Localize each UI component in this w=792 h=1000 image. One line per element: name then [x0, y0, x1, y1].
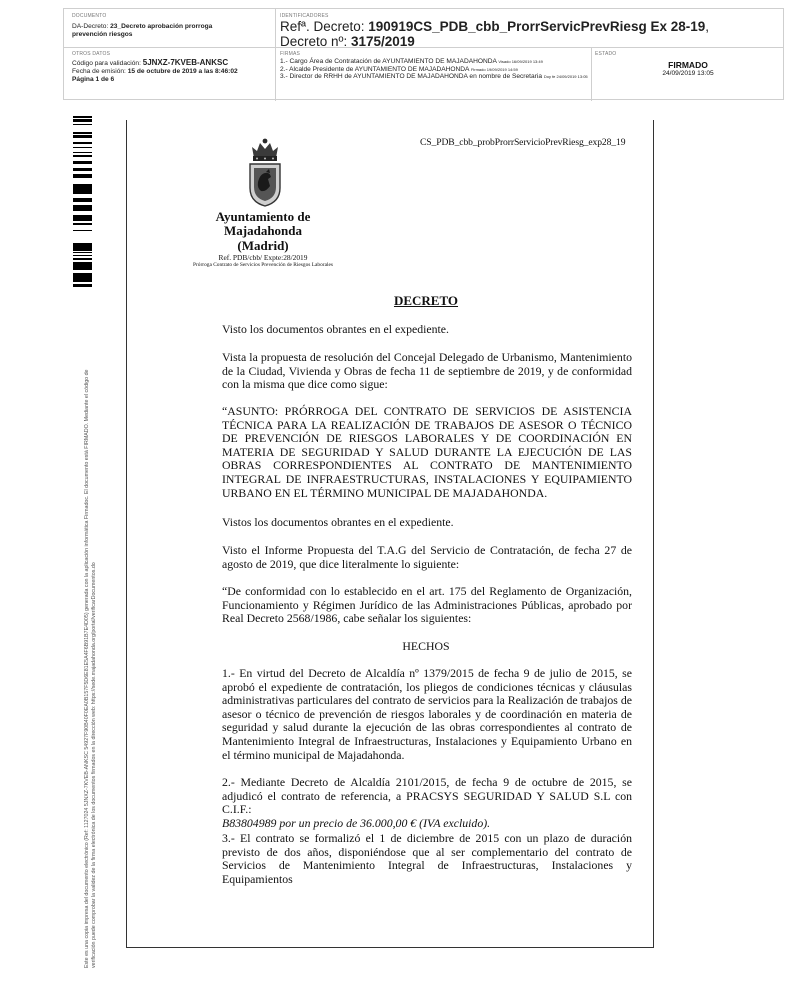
decreto-value: 3175/2019 — [350, 34, 415, 49]
otros-label: OTROS DATOS — [72, 51, 111, 57]
firma-2-date: Firmado 19/09/2019 14:59 — [470, 66, 518, 72]
document-title: DECRETO — [393, 293, 459, 308]
hecho-3: 3.- El contrato se formalizó el 1 de diciembre de 2015 con un plazo de duración previsto de dos años, disponiéndose que al ser complementario del contrato de Servicios de Mantenimiento Integral de Infraestructuras, Instalaciones y Equipamientos — [222, 831, 632, 886]
documento-cell — [72, 13, 272, 39]
hechos-heading: HECHOS — [402, 639, 450, 653]
pagina — [72, 76, 272, 84]
documento-title-1: 23_Decreto aprobación prorroga — [110, 23, 213, 30]
letterhead-ref: Ref. PDB/cbb/ Expte:28/2019 — [218, 253, 308, 262]
paragraph-5: Visto el Informe Propuesta del T.A.G del Servicio de Contratación, de fecha 27 de agosto de 2019, que dice literalmente lo siguiente: — [222, 543, 632, 571]
codigo-prefix: Código para validación: — [72, 60, 143, 67]
org-name-line-2: Majadahonda — [223, 223, 303, 238]
firma-3 — [280, 73, 588, 81]
hecho-2 — [222, 776, 632, 830]
documento-prefix: DA-Decreto: — [72, 23, 111, 30]
firma-2-text: 2.- Alcalde Presidente de AYUNTAMIENTO DE MAJADAHONDA — [280, 65, 470, 73]
pagina-value: Página 1 de 6 — [72, 76, 115, 83]
hecho-2-italic: B83804989 por un precio de 36.000,00 € (IVA excluido). — [222, 815, 491, 830]
estado-label: ESTADO — [595, 51, 617, 57]
documento-title — [72, 23, 272, 39]
identificadores-label: IDENTIFICADORES — [280, 13, 329, 19]
fecha-prefix: Fecha de emisión: — [72, 68, 128, 75]
paragraph-4: Vistos los documentos obrantes en el expediente. — [222, 515, 454, 529]
firma-1-date: Visado 16/09/2019 13:49 — [498, 59, 543, 64]
ref-suffix: , — [705, 19, 709, 34]
codigo-validacion — [72, 59, 272, 68]
file-reference: CS_PDB_cbb_probProrrServicioPrevRiesg_exp28_19 — [420, 137, 626, 148]
side-validation-text-1: Este es una copia impresa del documento electrónico (Ref: 1127024 5JNXZ-7KVEB-ANKSC 54927F90B40F0EA0B157F5D6E81E5A4F6B91B7E4D05) generada con la aplicación informática Firmadoc. El documento está FIRMADO. Mediante el código de — [84, 369, 90, 968]
firma-1-text: 1.- Cargo Área de Contratación de AYUNTAMIENTO DE MAJADAHONDA — [280, 58, 497, 65]
estado-value: FIRMADO — [668, 60, 708, 70]
firma-1 — [280, 58, 588, 66]
documento-label: DOCUMENTO — [72, 13, 107, 19]
paragraph-1: Visto los documentos obrantes en el expediente. — [222, 322, 449, 336]
documento-title-2: prevención riesgos — [72, 31, 133, 38]
estado-cell — [595, 51, 781, 77]
barcode-image — [73, 116, 92, 288]
org-name-line-3: (Madrid) — [237, 238, 289, 253]
otros-datos-cell — [72, 51, 272, 84]
letterhead — [180, 210, 346, 269]
org-name-line-1: Ayuntamiento de — [215, 209, 311, 224]
firma-2 — [280, 66, 588, 74]
estado-date: 24/09/2019 13:05 — [662, 70, 714, 77]
codigo-value: 5JNXZ-7KVEB-ANKSC — [142, 58, 229, 67]
paragraph-2: Vista la propuesta de resolución del Concejal Delegado de Urbanismo, Mantenimiento de la Ciudad, Vivienda y Obras de fecha 11 de septiembre de 2019, y de conformidad con la misma que dice como sigue: — [222, 350, 632, 392]
paragraph-asunto: “ASUNTO: PRÓRROGA DEL CONTRATO DE SERVICIOS DE ASISTENCIA TÉCNICA PARA LA REALIZACIÓN DE TRABAJOS DE ASESOR O TÉCNICO DE PREVENCIÓN DE RIESGOS LABORALES Y DE COORDINACIÓN EN MATERIA DE SEGURIDAD Y SALUD DURANTE LA EJECUCIÓN DE LAS OBRAS CORRESPONDIENTES AL CONTRATO DE MANTENIMIENTO INTEGRAL DE INFRAESTRUCTURAS, INSTALACIONES Y EQUIPAMIENTO URBANO EN EL TÉRMINO MUNICIPAL DE MAJADAHONDA. — [222, 404, 632, 500]
hecho-2-text: 2.- Mediante Decreto de Alcaldía 2101/2015, de fecha 9 de octubre de 2015, se adjudicó el contrato de referencia, a PRACSYS SEGURIDAD Y SALUD S.L con C.I.F.: — [222, 775, 632, 817]
signature-header — [63, 8, 784, 100]
ref-value: 190919CS_PDB_cbb_ProrrServicPrevRiesg Ex 28-19 — [368, 19, 706, 34]
identificadores-cell — [280, 13, 780, 49]
firmas-cell — [280, 51, 588, 81]
fecha-value: 15 de octubre de 2019 a las 8:46:02 — [127, 68, 238, 75]
firma-3-date: Doy fe 24/09/2019 13:05 — [543, 74, 588, 79]
decreto-prefix: Decreto nº: — [280, 34, 351, 49]
firmas-label: FIRMAS — [280, 51, 301, 57]
paragraph-6: “De conformidad con lo establecido en el art. 175 del Reglamento de Organización, Funcionamiento y Régimen Jurídico de las Administraciones Públicas, aprobado por Real Decreto 2568/1986, cabe señalar los siguientes: — [222, 584, 632, 626]
hecho-1: 1.- En virtud del Decreto de Alcaldía nº 1379/2015 de fecha 9 de julio de 2015, se aprobó el expediente de contratación, los pliegos de condiciones técnicas y cláusulas administrativas particulares del contrato de servicios para la Realización de trabajos de asesor o técnico de prevención de riesgos laborales y de coordinación en materia de seguridad y salud durante la ejecución de las obras correspondientes al contrato de Mantenimiento Integral de Infraestructuras, Instalaciones y Equipamiento Urbano en el término municipal de Majadahonda. — [222, 666, 632, 762]
coat-of-arms-icon — [246, 136, 284, 208]
ref-prefix: Refª. Decreto: — [280, 19, 369, 34]
decreto-number — [280, 34, 780, 49]
firma-3-text: 3.- Director de RRHH de AYUNTAMIENTO DE MAJADAHONDA en nombre de Secretaria — [280, 73, 542, 80]
fecha-emision — [72, 68, 272, 76]
letterhead-subject: Prórroga Contrato de Servicios Prevención de Riesgos Laborales — [193, 262, 333, 268]
side-validation-text-2: verificación puede comprobar la validez de la firma electrónica de los documentos firmados en la dirección web: https://sede.majadahonda.org/portal/verificarDocumentos.do — [91, 562, 97, 968]
ref-decreto — [280, 19, 780, 34]
